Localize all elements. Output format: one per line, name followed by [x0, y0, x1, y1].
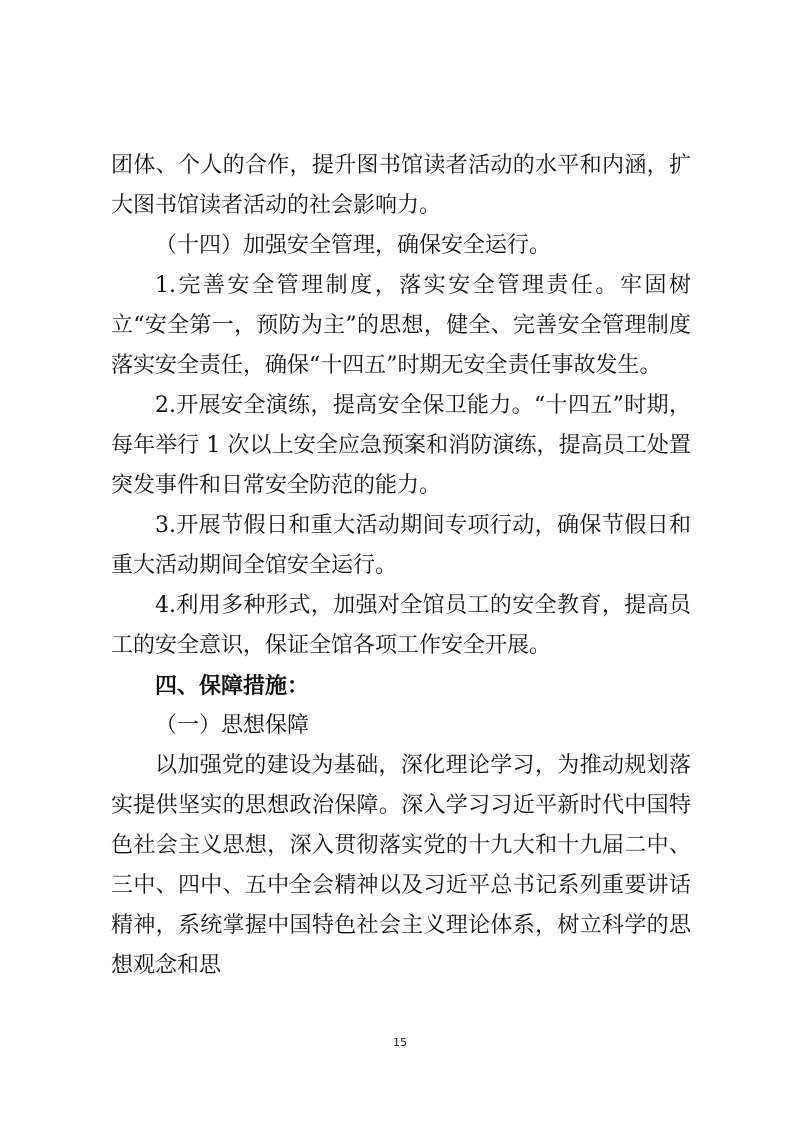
paragraph-safety-drills: 2.开展安全演练，提高安全保卫能力。“十四五”时期，每年举行 1 次以上安全应急预案和消防演练，提高员工处置突发事件和日常安全防范的能力。 — [111, 393, 691, 498]
paragraph-ideological-guarantee: 以加强党的建设为基础，深化理论学习，为推动规划落实提供坚实的思想政治保障。深入学习习近平新时代中国特色社会主义思想，深入贯彻落实党的十九大和十九届二中、三中、四中、五中全会精神以及习近平总书记系列重要讲话精神，系统掌握中国特色社会主义理论体系，树立科学的思想观念和思 — [111, 753, 691, 978]
paragraph-reader-activities-continued: 团体、个人的合作，提升图书馆读者活动的水平和内涵，扩大图书馆读者活动的社会影响力。 — [111, 153, 691, 218]
section-heading-safety-management: （十四）加强安全管理，确保安全运行。 — [155, 233, 552, 258]
subsection-heading-ideological-guarantee: （一）思想保障 — [155, 713, 310, 738]
paragraph-safety-system: 1.完善安全管理制度，落实安全管理责任。牢固树立“安全第一，预防为主”的思想，健全、完善安全管理制度落实安全责任，确保“十四五”时期无安全责任事故发生。 — [111, 273, 691, 378]
page-number: 15 — [393, 1036, 407, 1049]
paragraph-holiday-actions: 3.开展节假日和重大活动期间专项行动，确保节假日和重大活动期间全馆安全运行。 — [111, 513, 691, 578]
section-heading-safeguard-measures: 四、保障措施： — [155, 673, 310, 699]
paragraph-safety-education: 4.利用多种形式，加强对全馆员工的安全教育，提高员工的安全意识，保证全馆各项工作安全开展。 — [111, 593, 691, 658]
